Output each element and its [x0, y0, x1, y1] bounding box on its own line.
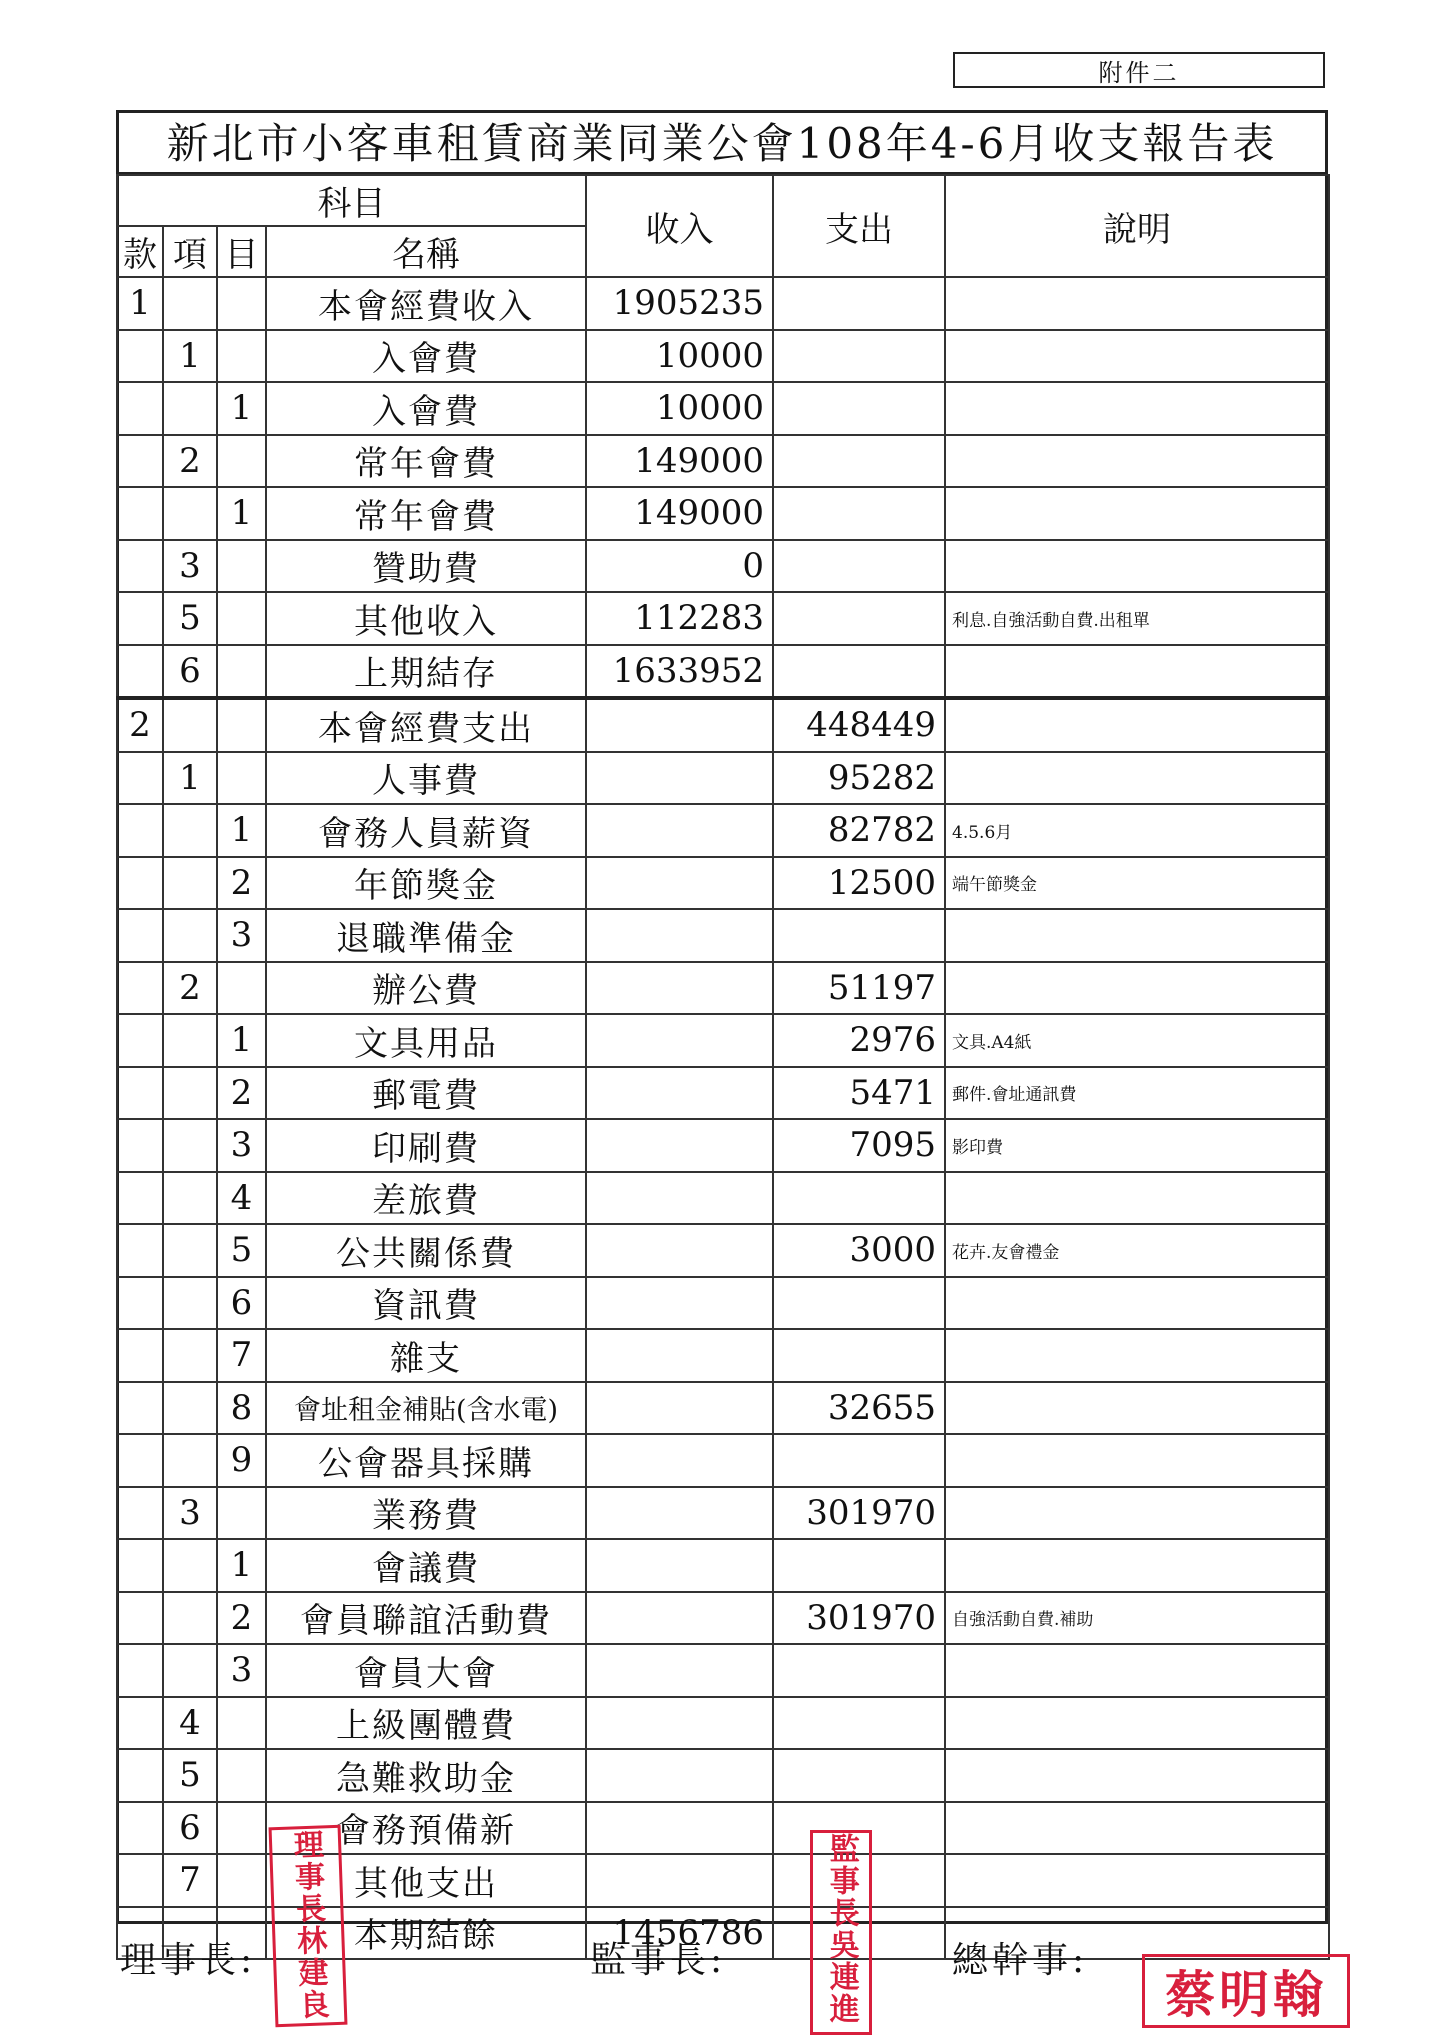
row-expense	[773, 909, 945, 962]
row-kuan: 1	[117, 277, 163, 330]
row-expense	[773, 382, 945, 435]
row-note	[945, 645, 1329, 699]
row-kuan	[117, 330, 163, 383]
row-note	[945, 1277, 1329, 1330]
row-income	[586, 1014, 773, 1067]
row-name: 本會經費收入	[266, 277, 586, 330]
row-expense	[773, 277, 945, 330]
row-xiang	[163, 1382, 217, 1435]
row-kuan	[117, 1749, 163, 1802]
row-income	[586, 1277, 773, 1330]
row-income	[586, 1119, 773, 1172]
row-income	[586, 1067, 773, 1120]
row-xiang	[163, 487, 217, 540]
secretary-seal	[1142, 1954, 1350, 2028]
row-expense	[773, 1329, 945, 1382]
row-mu	[217, 1749, 266, 1802]
row-xiang: 1	[163, 330, 217, 383]
row-note	[945, 1434, 1329, 1487]
table-row	[117, 1592, 1329, 1645]
row-income	[586, 1592, 773, 1645]
row-income: 1905235	[586, 277, 773, 330]
row-note	[945, 962, 1329, 1015]
row-expense: 2976	[773, 1014, 945, 1067]
chairman-label: 理事長:	[120, 1940, 257, 1981]
row-note	[945, 1382, 1329, 1435]
row-mu: 1	[217, 804, 266, 857]
row-mu: 4	[217, 1172, 266, 1225]
row-xiang	[163, 1172, 217, 1225]
row-name: 人事費	[266, 752, 586, 805]
row-note: 影印費	[945, 1119, 1329, 1172]
row-income	[586, 752, 773, 805]
row-name: 郵電費	[266, 1067, 586, 1120]
row-mu: 7	[217, 1329, 266, 1382]
row-mu	[217, 1697, 266, 1750]
row-note	[945, 1172, 1329, 1225]
row-name: 會務預備新	[266, 1802, 586, 1855]
row-name: 上級團體費	[266, 1697, 586, 1750]
row-name: 本會經費支出	[266, 698, 586, 752]
table-row	[117, 909, 1329, 962]
row-expense: 5471	[773, 1067, 945, 1120]
row-income	[586, 1487, 773, 1540]
row-name: 會員聯誼活動費	[266, 1592, 586, 1645]
row-kuan	[117, 382, 163, 435]
row-mu: 1	[217, 1539, 266, 1592]
row-kuan	[117, 645, 163, 699]
row-mu	[217, 435, 266, 488]
row-kuan	[117, 487, 163, 540]
row-name: 會址租金補貼(含水電)	[266, 1382, 586, 1435]
row-income	[586, 1802, 773, 1855]
row-xiang	[163, 1067, 217, 1120]
row-kuan	[117, 435, 163, 488]
row-expense	[773, 1749, 945, 1802]
row-expense	[773, 592, 945, 645]
header-expense: 支出	[773, 175, 945, 277]
supervisor-seal	[810, 1830, 872, 2035]
row-mu: 3	[217, 909, 266, 962]
header-account: 科目	[117, 175, 586, 226]
row-note	[945, 1749, 1329, 1802]
row-income	[586, 909, 773, 962]
row-xiang	[163, 1539, 217, 1592]
row-expense	[773, 487, 945, 540]
row-kuan	[117, 752, 163, 805]
row-mu: 1	[217, 1014, 266, 1067]
table-row	[117, 1382, 1329, 1435]
row-note	[945, 330, 1329, 383]
table-row	[117, 857, 1329, 910]
row-mu: 8	[217, 1382, 266, 1435]
row-xiang: 1	[163, 752, 217, 805]
row-income	[586, 698, 773, 752]
row-income: 10000	[586, 330, 773, 383]
row-note	[945, 540, 1329, 593]
row-expense	[773, 645, 945, 699]
row-note	[945, 909, 1329, 962]
header-mu: 目	[217, 226, 266, 277]
table-row	[117, 1697, 1329, 1750]
row-mu	[217, 752, 266, 805]
row-mu	[217, 962, 266, 1015]
row-note: 自強活動自費.補助	[945, 1592, 1329, 1645]
row-xiang: 2	[163, 435, 217, 488]
header-note: 說明	[945, 175, 1329, 277]
row-xiang	[163, 857, 217, 910]
row-name: 急難救助金	[266, 1749, 586, 1802]
row-name: 會務人員薪資	[266, 804, 586, 857]
row-xiang	[163, 698, 217, 752]
row-kuan	[117, 1697, 163, 1750]
row-expense: 301970	[773, 1592, 945, 1645]
row-expense	[773, 330, 945, 383]
row-kuan	[117, 1802, 163, 1855]
row-xiang	[163, 909, 217, 962]
header-kuan: 款	[117, 226, 163, 277]
row-xiang	[163, 1592, 217, 1645]
header-xiang: 項	[163, 226, 217, 277]
row-note	[945, 1487, 1329, 1540]
row-name: 其他收入	[266, 592, 586, 645]
row-name: 上期結存	[266, 645, 586, 699]
row-expense	[773, 1644, 945, 1697]
row-name: 公共關係費	[266, 1224, 586, 1277]
row-note	[945, 698, 1329, 752]
row-kuan	[117, 1434, 163, 1487]
row-expense: 448449	[773, 698, 945, 752]
row-mu	[217, 698, 266, 752]
table-row	[117, 752, 1329, 805]
row-name: 雜支	[266, 1329, 586, 1382]
row-xiang	[163, 1014, 217, 1067]
row-note	[945, 1802, 1329, 1855]
row-note	[945, 1644, 1329, 1697]
row-income: 1633952	[586, 645, 773, 699]
table-row	[117, 804, 1329, 857]
table-row	[117, 1067, 1329, 1120]
row-note	[945, 1539, 1329, 1592]
row-xiang: 7	[163, 1854, 217, 1907]
row-name: 贊助費	[266, 540, 586, 593]
row-xiang	[163, 1644, 217, 1697]
row-expense	[773, 1172, 945, 1225]
row-income	[586, 1697, 773, 1750]
row-kuan	[117, 1119, 163, 1172]
row-income	[586, 1644, 773, 1697]
row-income	[586, 1172, 773, 1225]
row-note	[945, 1854, 1329, 1907]
row-expense	[773, 540, 945, 593]
row-income: 10000	[586, 382, 773, 435]
row-kuan	[117, 1382, 163, 1435]
row-kuan	[117, 1014, 163, 1067]
row-xiang: 4	[163, 1697, 217, 1750]
row-income: 149000	[586, 487, 773, 540]
row-note	[945, 1697, 1329, 1750]
row-note: 花卉.友會禮金	[945, 1224, 1329, 1277]
row-xiang	[163, 1277, 217, 1330]
secretary-label: 總幹事:	[952, 1940, 1089, 1981]
row-expense	[773, 1539, 945, 1592]
table-row	[117, 1014, 1329, 1067]
row-mu: 1	[217, 487, 266, 540]
row-kuan	[117, 1644, 163, 1697]
ledger-body	[117, 277, 1329, 1959]
table-row	[117, 592, 1329, 645]
row-mu: 3	[217, 1644, 266, 1697]
row-kuan	[117, 857, 163, 910]
row-mu: 3	[217, 1119, 266, 1172]
row-mu	[217, 645, 266, 699]
row-mu: 2	[217, 857, 266, 910]
row-name: 業務費	[266, 1487, 586, 1540]
ledger-table	[116, 174, 1330, 1960]
row-expense	[773, 1277, 945, 1330]
row-income: 1456786	[586, 1907, 773, 1960]
table-row	[117, 698, 1329, 752]
row-expense: 32655	[773, 1382, 945, 1435]
row-kuan	[117, 1487, 163, 1540]
row-income	[586, 1382, 773, 1435]
row-kuan	[117, 540, 163, 593]
table-row	[117, 1749, 1329, 1802]
row-xiang: 5	[163, 1749, 217, 1802]
row-xiang	[163, 1329, 217, 1382]
row-expense: 301970	[773, 1487, 945, 1540]
row-expense	[773, 1434, 945, 1487]
row-name: 入會費	[266, 330, 586, 383]
row-income	[586, 1539, 773, 1592]
row-xiang: 3	[163, 1487, 217, 1540]
table-row	[117, 277, 1329, 330]
row-note	[945, 487, 1329, 540]
row-name: 會員大會	[266, 1644, 586, 1697]
row-xiang: 5	[163, 592, 217, 645]
row-xiang: 3	[163, 540, 217, 593]
row-name: 年節獎金	[266, 857, 586, 910]
row-mu: 2	[217, 1067, 266, 1120]
row-expense: 51197	[773, 962, 945, 1015]
row-xiang: 6	[163, 1802, 217, 1855]
table-row	[117, 645, 1329, 699]
row-income	[586, 857, 773, 910]
row-name: 常年會費	[266, 435, 586, 488]
row-name: 本期結餘	[266, 1907, 586, 1960]
row-expense	[773, 1697, 945, 1750]
row-expense: 82782	[773, 804, 945, 857]
chairman-seal	[269, 1825, 348, 2027]
table-row	[117, 962, 1329, 1015]
row-xiang	[163, 804, 217, 857]
row-kuan: 2	[117, 698, 163, 752]
attachment-label: 附件二	[953, 52, 1325, 88]
table-row	[117, 1119, 1329, 1172]
supervisor-label: 監事長:	[590, 1940, 727, 1981]
row-kuan	[117, 1592, 163, 1645]
table-row	[117, 1539, 1329, 1592]
row-expense: 7095	[773, 1119, 945, 1172]
table-row	[117, 1172, 1329, 1225]
row-mu: 6	[217, 1277, 266, 1330]
row-name: 文具用品	[266, 1014, 586, 1067]
row-xiang: 2	[163, 962, 217, 1015]
row-kuan	[117, 1224, 163, 1277]
row-name: 會議費	[266, 1539, 586, 1592]
row-xiang	[163, 382, 217, 435]
chairman-seal-text: 理事長林建良	[287, 1828, 330, 2022]
row-kuan	[117, 1539, 163, 1592]
report-title: 新北市小客車租賃商業同業公會108年4-6月收支報告表	[116, 110, 1328, 174]
row-mu	[217, 1802, 266, 1855]
row-expense: 95282	[773, 752, 945, 805]
row-name: 其他支出	[266, 1854, 586, 1907]
row-kuan	[117, 1277, 163, 1330]
row-note	[945, 277, 1329, 330]
supervisor-seal-text: 監事長吳連進	[823, 1833, 859, 2025]
row-income	[586, 1224, 773, 1277]
secretary-seal-text: 蔡明翰	[1165, 1965, 1327, 2024]
row-note: 利息.自強活動自費.出租單	[945, 592, 1329, 645]
row-kuan	[117, 1329, 163, 1382]
table-row	[117, 1329, 1329, 1382]
row-xiang	[163, 1224, 217, 1277]
row-income	[586, 1749, 773, 1802]
row-income	[586, 804, 773, 857]
row-name: 資訊費	[266, 1277, 586, 1330]
row-note: 郵件.會址通訊費	[945, 1067, 1329, 1120]
header-income: 收入	[586, 175, 773, 277]
row-name: 常年會費	[266, 487, 586, 540]
row-kuan	[117, 1067, 163, 1120]
row-name: 公會器具採購	[266, 1434, 586, 1487]
row-kuan	[117, 1172, 163, 1225]
row-income: 112283	[586, 592, 773, 645]
row-kuan	[117, 1854, 163, 1907]
row-mu	[217, 330, 266, 383]
row-kuan	[117, 592, 163, 645]
table-row	[117, 1487, 1329, 1540]
row-name: 辦公費	[266, 962, 586, 1015]
row-kuan	[117, 909, 163, 962]
row-mu: 2	[217, 1592, 266, 1645]
table-row	[117, 487, 1329, 540]
row-xiang	[163, 1434, 217, 1487]
table-row	[117, 1224, 1329, 1277]
header-name: 名稱	[266, 226, 586, 277]
table-row	[117, 435, 1329, 488]
row-mu	[217, 1854, 266, 1907]
row-expense: 12500	[773, 857, 945, 910]
row-mu: 5	[217, 1224, 266, 1277]
row-mu	[217, 540, 266, 593]
row-xiang	[163, 1119, 217, 1172]
row-expense	[773, 435, 945, 488]
row-note: 端午節獎金	[945, 857, 1329, 910]
row-note	[945, 435, 1329, 488]
table-row	[117, 540, 1329, 593]
row-income	[586, 1434, 773, 1487]
table-row	[117, 1434, 1329, 1487]
row-kuan	[117, 804, 163, 857]
table-row	[117, 330, 1329, 383]
row-mu: 1	[217, 382, 266, 435]
row-name: 退職準備金	[266, 909, 586, 962]
row-income: 149000	[586, 435, 773, 488]
row-note: 4.5.6月	[945, 804, 1329, 857]
table-row	[117, 1644, 1329, 1697]
row-xiang: 6	[163, 645, 217, 699]
row-name: 印刷費	[266, 1119, 586, 1172]
row-income	[586, 1854, 773, 1907]
row-mu	[217, 1487, 266, 1540]
row-name: 差旅費	[266, 1172, 586, 1225]
row-income	[586, 962, 773, 1015]
row-income: 0	[586, 540, 773, 593]
header-row-1	[117, 175, 1329, 226]
row-expense: 3000	[773, 1224, 945, 1277]
row-mu	[217, 592, 266, 645]
row-kuan	[117, 962, 163, 1015]
row-note: 文具.A4紙	[945, 1014, 1329, 1067]
row-name: 入會費	[266, 382, 586, 435]
table-row	[117, 382, 1329, 435]
row-note	[945, 382, 1329, 435]
row-mu	[217, 277, 266, 330]
table-row	[117, 1277, 1329, 1330]
row-income	[586, 1329, 773, 1382]
row-mu: 9	[217, 1434, 266, 1487]
row-note	[945, 752, 1329, 805]
row-xiang	[163, 277, 217, 330]
row-note	[945, 1329, 1329, 1382]
